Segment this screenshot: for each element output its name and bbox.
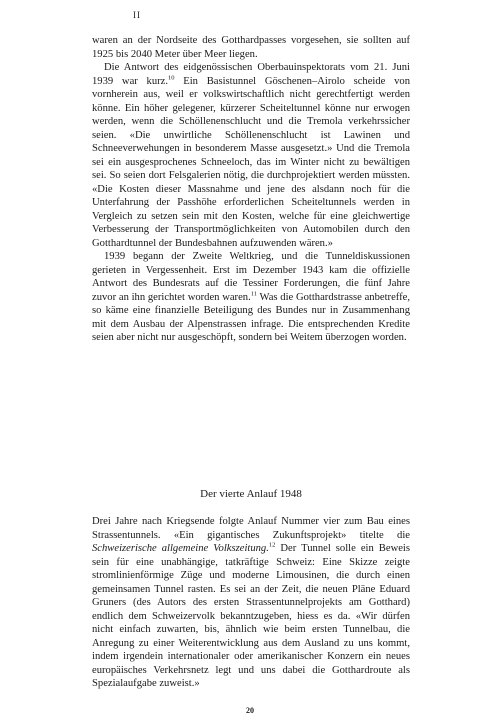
paragraph-text: Ein Basistunnel Göschenen–Airolo scheide von vornherein aus, weil er volkswirtschaftlich nicht gerechtfertigt werden könne. Ein höher gelegener, kürzerer Scheiteltunnel könne nur erwogen werden, wenn die Schöllenenschlucht und die Tremola verkehrssicher seien. «Die unwirtliche Schöllenenschlucht ist Lawinen und Schneeverwehungen in besonderem Masse ausgesetzt.» Und die Tremola sei ein ausgesprochenes Schneeloch, das im Winter nicht zu bewältigen sei. So seien dort Felsgalerien nötig, die durchprojektiert werden müssten. «Die Kosten dieser Massnahme und jene des alsdann noch für die Unterfahrung der Passhöhe erforderlichen Scheiteltunnels werden in Vergleich zu setzen sein mit den Kosten, welche für eine gleichwertige Verbesserung der Transportmöglichkeiten von Automobilen durch den Gotthardtunnel der Bundesbahnen aufzuwenden wären.» <box>92 75 410 249</box>
paragraph <box>92 515 410 691</box>
paragraph-text: waren an der Nordseite des Gotthardpasses vorgesehen, sie sollten auf 1925 bis 2040 Meter über Meer liegen. <box>92 35 410 60</box>
section-heading: Der vierte Anlauf 1948 <box>200 488 302 500</box>
page-number: 20 <box>246 706 254 715</box>
footnote-marker: 11 <box>250 289 257 297</box>
paragraph-text: Der Tunnel solle ein Beweis sein für eine unabhängige, tatkräftige Schweiz: Eine Skizze zeigte stromlinienförmige Züge und moderne Limousinen, die durch einen gemeinsamen Tunnel rasten. Es sei an der Zeit, die neuen Pläne Eduard Gruners (des Autors des ersten Strassentunnelprojekts am Gotthard) endlich dem Schweizervolk bekanntzugeben, hiess es da. «Wir dürfen nicht einfach zuwarten, bis, ähnlich wie beim ersten Tunnelbau, die Anregung zu einer Weiterentwicklung aus dem Ausland zu uns kommt, indem irgendein internationaler oder amerikanischer Konzern ein neues europäisches Verkehrsnetz legt und uns dabei die Gotthardroute als Spezialaufgabe zuweist.» <box>92 543 410 689</box>
paragraph-text: Die Antwort des eidgenössischen Oberbauinspektorats vom 21. Juni 1939 war kurz. <box>92 62 410 87</box>
paragraph-text: Was die Gotthardstrasse anbetreffe, so käme eine finanzielle Beteiligung des Bundes nur in Zusammenhang mit dem Ausbau der Alpenstrassen infrage. Die entsprechenden Kredite seien aber nicht nur ausgeschöpft, sondern bei Weitem überzogen worden. <box>92 291 410 343</box>
paragraph <box>92 250 410 345</box>
paragraph-text: 1939 begann der Zweite Weltkrieg, und die Tunneldiskussionen gerieten in Vergessenheit. Erst im Dezember 1943 kam die offizielle Antwort des Bundesrats auf die Tessiner Forderungen, die fünf Jahre zuvor an ihn gerichtet worden waren. <box>92 251 410 303</box>
paragraph-text: Drei Jahre nach Kriegsende folgte Anlauf Nummer vier zum Bau eines Strassentunnels. «Ein gigantisches Zukunftsprojekt» titelte die <box>92 516 410 541</box>
footnote-marker: 10 <box>168 73 175 81</box>
italic-title: Schweizerische allgemeine Volkszeitung. <box>92 543 269 554</box>
paragraph <box>92 34 410 61</box>
footnote-marker: 12 <box>268 541 276 549</box>
body-text-section-2 <box>92 515 410 691</box>
body-text-section-1 <box>92 34 410 345</box>
running-header-number: II <box>133 10 141 20</box>
paragraph <box>92 61 410 250</box>
